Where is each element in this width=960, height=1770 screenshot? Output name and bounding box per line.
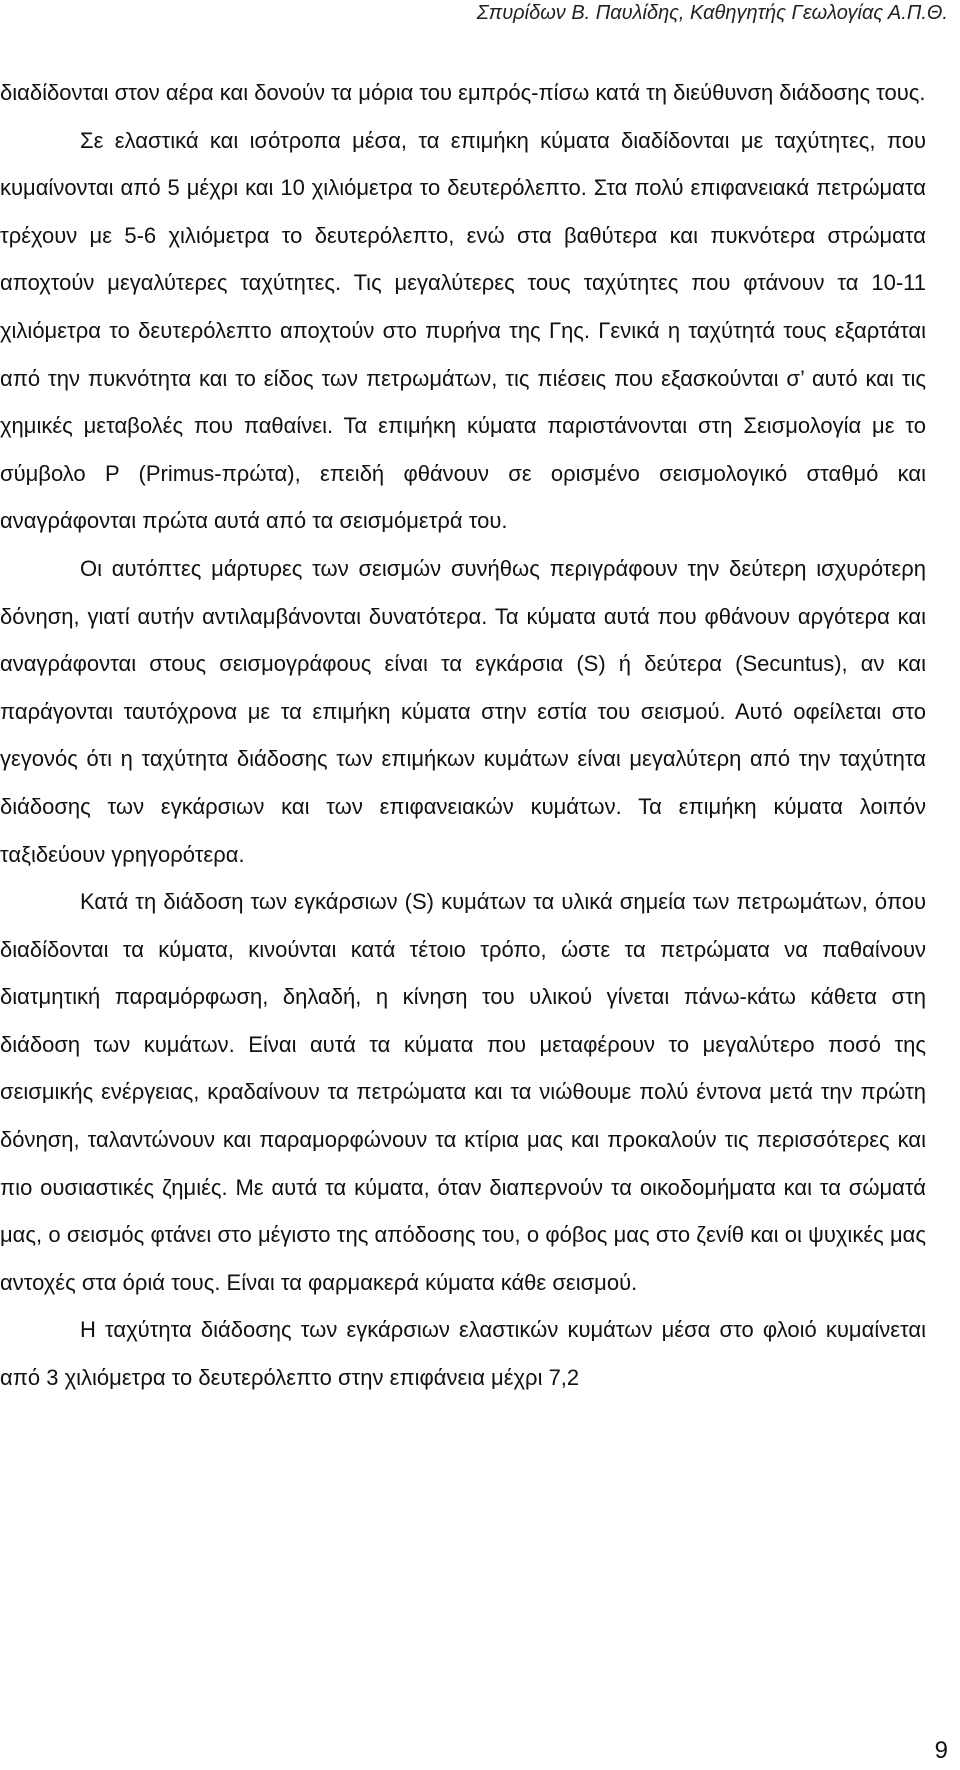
paragraph-eyewitnesses: Οι αυτόπτες μάρτυρες των σεισμών συνήθως περιγράφουν την δεύτερη ισχυρότερη δόνηση, γιατί αυτήν αντιλαμβάνονται δυνατότερα. Τα κύματα αυτά που φθάνουν αργότερα και αναγράφονται στους σεισμογράφους είναι τα εγκάρσια (S) ή δεύτερα (Secuntus), αν και παράγονται ταυτόχρονα με τα επιμήκη κύματα στην εστία του σεισμού. Αυτό οφείλεται στο γεγονός ότι η ταχύτητα διάδοσης των επιμήκων κυμάτων είναι μεγαλύτερη από την ταχύτητα διάδοσης των εγκάρσιων και των επιφανειακών κυμάτων. Τα επιμήκη κύματα λοιπόν ταξιδεύουν γρηγορότερα. xyxy=(0,555,926,867)
paragraph-p-waves: Σε ελαστικά και ισότροπα μέσα, τα επιμήκη κύματα διαδίδονται με ταχύτητες, που κυμαίνονται από 5 μέχρι και 10 χιλιόμετρα το δευτερόλεπτο. Στα πολύ επιφανειακά πετρώματα τρέχουν με 5-6 χιλιόμετρα το δευτερόλεπτο, ενώ στα βαθύτερα και πυκνότερα στρώματα αποχτούν μεγαλύτερες ταχύτητες. Τις μεγαλύτερες τους ταχύτητες που φτάνουν τα 10-11 χιλιόμετρα το δευτερόλεπτο αποχτούν στο πυρήνα της Γης. Γενικά η ταχύτητά τους εξαρτάται από την πυκνότητα και το είδος των πετρωμάτων, τις πιέσεις που εξασκούνται σ’ αυτό και τις χημικές μεταβολές που παθαίνει. Τα επιμήκη κύματα παριστάνονται στη Σεισμολογία με το σύμβολο P (Primus-πρώτα), επειδή φθάνουν σε ορισμένο σεισμολογικό σταθμό και αναγράφονται πρώτα αυτά από τα σεισμόμετρά του. xyxy=(0,127,926,534)
paragraph-continuation: διαδίδονται στον αέρα και δονούν τα μόρια του εμπρός-πίσω κατά τη διεύθυνση διάδοσης τους. xyxy=(0,80,926,105)
page-number: 9 xyxy=(934,1737,948,1764)
running-header: Σπυρίδων Β. Παυλίδης, Καθηγητής Γεωλογίας Α.Π.Θ. xyxy=(476,2,948,24)
paragraph-s-wave-speed: Η ταχύτητα διάδοσης των εγκάρσιων ελαστικών κυμάτων μέσα στο φλοιό κυμαίνεται από 3 χιλιόμετρα το δευτερόλεπτο στην επιφάνεια μέχρι 7,2 xyxy=(0,1317,926,1391)
paragraph-s-waves: Κατά τη διάδοση των εγκάρσιων (S) κυμάτων τα υλικά σημεία των πετρωμάτων, όπου διαδίδονται τα κύματα, κινούνται κατά τέτοιο τρόπο, ώστε τα πετρώματα να παθαίνουν διατμητική παραμόρφωση, δηλαδή, η κίνηση του υλικού γίνεται πάνω-κάτω κάθετα στη διάδοση των κυμάτων. Είναι αυτά τα κύματα που μεταφέρουν το μεγαλύτερο ποσό της σεισμικής ενέργειας, κραδαίνουν τα πετρώματα και τα νιώθουμε πολύ έντονα μετά την πρώτη δόνηση, ταλαντώνουν και παραμορφώνουν τα κτίρια μας και προκαλούν τις περισσότερες και πιο ουσιαστικές ζημιές. Με αυτά τα κύματα, όταν διαπερνούν τα οικοδομήματα και τα σώματά μας, ο σεισμός φτάνει στο μέγιστο της απόδοσης του, ο φόβος μας στο ζενίθ και οι ψυχικές μας αντοχές στα όριά τους. Είναι τα φαρμακερά κύματα κάθε σεισμού. xyxy=(0,889,926,1295)
body-text xyxy=(0,69,926,1402)
